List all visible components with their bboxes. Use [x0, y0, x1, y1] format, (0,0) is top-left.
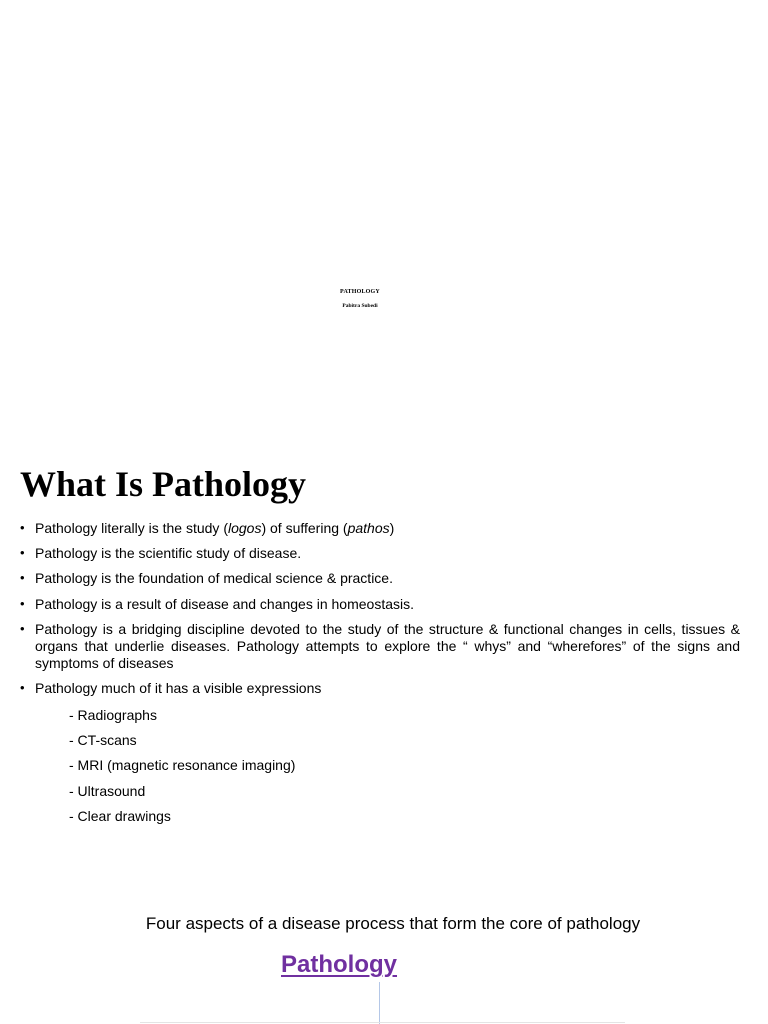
bullet-text: Pathology literally is the study (: [35, 520, 228, 536]
page-heading: What Is Pathology: [20, 464, 307, 504]
cover-author: Pabitra Subedi: [342, 303, 378, 309]
sub-list-item: - Radiographs: [69, 707, 157, 723]
diagram-connector: [379, 982, 380, 1024]
bullet-text: ) of suffering (: [261, 520, 348, 536]
diagram-caption: Four aspects of a disease process that form the core of pathology: [145, 914, 641, 933]
sub-list-item: - CT-scans: [69, 732, 137, 749]
bullet-item: • Pathology is the foundation of medical science & practice.: [20, 570, 740, 587]
sub-list-item: - Ultrasound: [69, 782, 146, 799]
diagram-branch-line: [140, 1022, 625, 1023]
sub-list-item: - MRI (magnetic resonance imaging): [69, 757, 296, 774]
bullet-item: • Pathology is a result of disease and changes in homeostasis.: [20, 596, 740, 613]
bullet-emphasis-logos: logos: [227, 520, 262, 536]
sub-list-item: - Clear drawings: [69, 807, 171, 824]
diagram-root-node: Pathology: [281, 951, 398, 978]
imaging-sub-list: [69, 707, 295, 833]
bullet-emphasis-pathos: pathos: [347, 520, 390, 536]
bullet-text: ): [389, 520, 395, 536]
bullet-list: [20, 520, 740, 705]
cover-title: PATHOLOGY: [340, 289, 380, 295]
bullet-item: [20, 520, 740, 537]
bullet-item: • Pathology is a bridging discipline devoted to the study of the structure & functional changes in cells, tissues & organs that underlie diseases. Pathology attempts to explore the “ whys” and “wherefores” of the signs and symptoms of diseases: [20, 621, 740, 672]
bullet-item: • Pathology is the scientific study of disease.: [20, 545, 740, 562]
bullet-item: • Pathology much of it has a visible expressions: [20, 680, 740, 697]
